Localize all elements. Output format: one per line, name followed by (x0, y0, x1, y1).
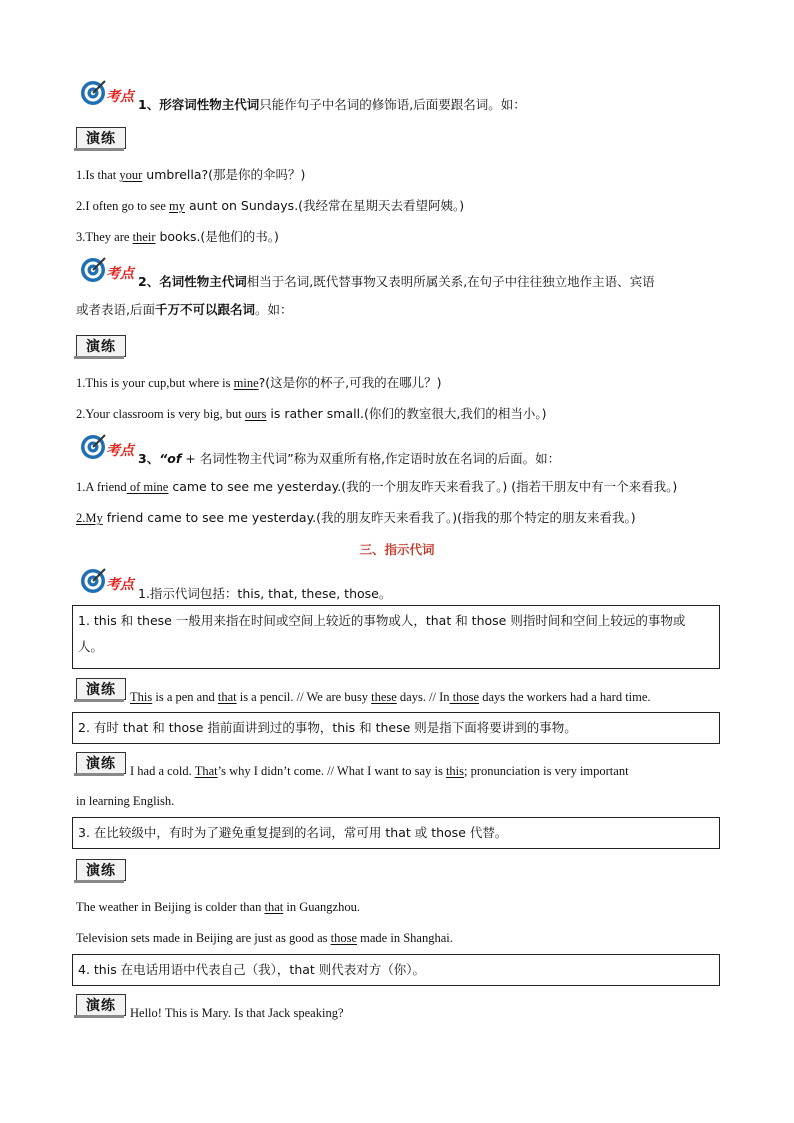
example-line: 3.They are their books.(是他们的书。) (76, 229, 279, 244)
example-line: in learning English. (76, 794, 175, 808)
example-line: 1.A friend of mine came to see me yesterday.(我的一个朋友昨天来看我了。) (指若干朋友中有一个来看我。) (76, 479, 678, 494)
yanlian-badge: 演练 (76, 859, 126, 881)
section3-heading: 3、“of + 名词性物主代词”称为双重所有格,作定语时放在名词的后面。如： (138, 451, 561, 466)
rule-box-3: 3. 在比较级中，有时为了避免重复提到的名词，常可用 that 或 those 代替。 (72, 817, 720, 849)
yanlian-badge: 演练 (76, 994, 126, 1016)
example-line: 2.I often go to see my aunt on Sundays.(我经常在星期天去看望阿姨。) (76, 198, 465, 213)
example-line: 2.Your classroom is very big, but ours is rather small.(你们的教室很大,我们的相当小。) (76, 406, 547, 421)
rule-box-1: 1. this 和 these 一般用来指在时间或空间上较近的事物或人，that 和 those 则指时间和空间上较远的事物或 人。 (72, 605, 720, 669)
kaodian-label: 考点 (106, 443, 134, 459)
kaodian-label: 考点 (106, 577, 134, 593)
yanlian-badge: 演练 (76, 335, 126, 357)
rule-box-4: 4. this 在电话用语中代表自己（我），that 则代表对方（你）。 (72, 954, 720, 986)
yanlian-badge: 演练 (76, 127, 126, 149)
example-line: 1.Is that your umbrella?(那是你的伞吗？) (76, 167, 306, 182)
example-line: I had a cold. That’s why I didn’t come. // What I want to say is this; pronunciation is very important (130, 764, 629, 778)
section-title: 三、指示代词 (359, 542, 435, 557)
section1-heading: 1、形容词性物主代词只能作句子中名词的修饰语,后面要跟名词。如： (138, 97, 526, 112)
yanlian-badge: 演练 (76, 678, 126, 700)
example-line: 1.This is your cup,but where is mine?(这是你的杯子,可我的在哪儿？) (76, 375, 442, 390)
kaodian-label: 考点 (106, 266, 134, 282)
example-line: Television sets made in Beijing are just as good as those made in Shanghai. (76, 931, 453, 945)
section2-heading-line2: 或者表语,后面千万不可以跟名词。如： (76, 302, 293, 317)
section2-heading: 2、名词性物主代词相当于名词,既代替事物又表明所属关系,在句子中往往独立地作主语、宾语 (138, 274, 655, 289)
example-line: The weather in Beijing is colder than that in Guangzhou. (76, 900, 360, 914)
example-line: Hello! This is Mary. Is that Jack speaking? (130, 1006, 344, 1020)
kaodian-label: 考点 (106, 89, 134, 105)
yanlian-badge: 演练 (76, 752, 126, 774)
example-line: This is a pen and that is a pencil. // We are busy these days. // In those days the workers had a hard time. (130, 690, 651, 704)
rule-box-2: 2. 有时 that 和 those 指前面讲到过的事物，this 和 these 则是指下面将要讲到的事物。 (72, 712, 720, 744)
section4-heading: 1.指示代词包括：this, that, these, those。 (138, 586, 392, 601)
example-line: 2.My friend came to see me yesterday.(我的朋友昨天来看我了。)(指我的那个特定的朋友来看我。) (76, 510, 636, 525)
